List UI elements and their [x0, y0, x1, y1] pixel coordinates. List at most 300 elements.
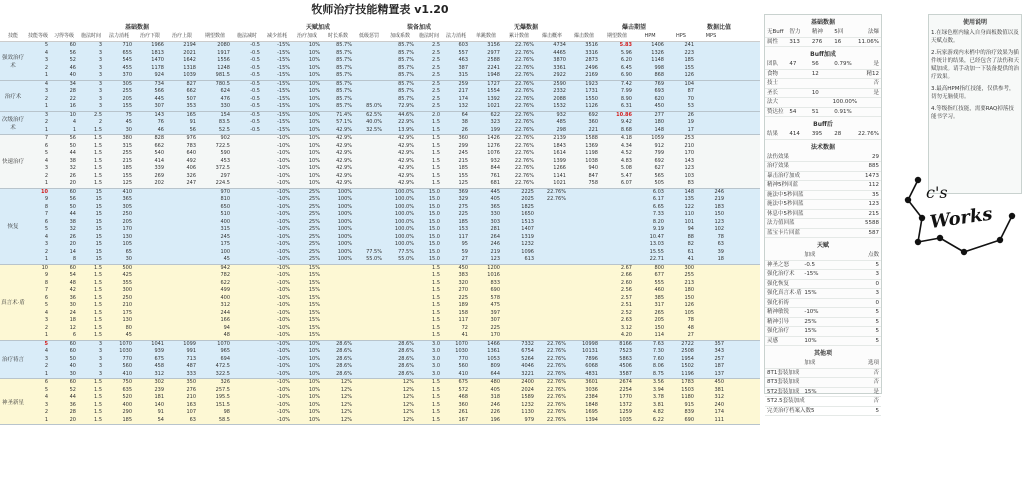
table-cell[interactable] [354, 143, 384, 151]
table-cell[interactable] [134, 234, 166, 242]
table-cell[interactable] [600, 204, 634, 212]
table-cell[interactable] [232, 295, 262, 303]
table-cell[interactable]: 2.5 [432, 103, 440, 109]
table-cell[interactable]: 20 [69, 416, 76, 423]
table-cell[interactable]: 692 [654, 157, 664, 164]
table-cell[interactable]: 387 [458, 64, 468, 71]
table-cell[interactable] [354, 96, 384, 104]
talent-row-cell[interactable]: 15% [804, 328, 817, 334]
table-cell[interactable]: 912 [654, 142, 664, 149]
table-cell[interactable]: 1426 [487, 135, 500, 141]
table-cell[interactable]: 210 [684, 142, 694, 149]
table-cell[interactable]: 150 [684, 294, 694, 301]
table-cell[interactable]: 2588 [487, 57, 500, 63]
table-cell[interactable]: 644 [490, 370, 500, 377]
table-cell[interactable] [568, 302, 600, 310]
table-cell[interactable] [536, 317, 568, 325]
table-cell[interactable]: 1 [44, 332, 48, 338]
table-cell[interactable]: 185 [122, 416, 132, 423]
table-cell[interactable]: 1041 [151, 340, 164, 347]
table-cell[interactable]: 7.60 [652, 355, 664, 362]
table-cell[interactable] [166, 325, 198, 333]
table-cell[interactable] [134, 241, 166, 249]
table-cell[interactable]: 15% [308, 287, 320, 293]
table-cell[interactable]: -10% [277, 142, 290, 149]
table-cell[interactable]: 312 [154, 370, 164, 377]
table-cell[interactable]: 1248 [217, 64, 230, 71]
table-cell[interactable]: 225 [458, 294, 468, 301]
table-cell[interactable]: 770 [122, 355, 132, 362]
table-cell[interactable]: 1.5 [432, 150, 440, 156]
table-cell[interactable]: 1.5 [94, 386, 102, 393]
table-cell[interactable] [232, 256, 262, 264]
table-cell[interactable]: 1.5 [432, 264, 440, 271]
table-cell[interactable]: 6.17 [652, 196, 664, 202]
talent-row-cell[interactable]: -10% [804, 309, 819, 315]
table-cell[interactable]: 1394 [585, 416, 598, 423]
table-cell[interactable]: 183 [714, 203, 724, 210]
table-cell[interactable]: 693 [654, 88, 664, 94]
table-cell[interactable]: 22.9% [398, 119, 414, 125]
table-cell[interactable]: 7.42 [620, 80, 632, 87]
table-cell[interactable]: -10% [277, 226, 290, 232]
table-cell[interactable]: 662 [154, 142, 164, 149]
table-cell[interactable]: 38 [69, 157, 76, 164]
table-cell[interactable]: 360 [588, 119, 598, 125]
table-cell[interactable] [166, 241, 198, 249]
table-cell[interactable] [354, 280, 384, 288]
table-cell[interactable] [384, 302, 416, 310]
table-cell[interactable] [384, 325, 416, 333]
table-cell[interactable]: 10% [308, 80, 320, 87]
table-cell[interactable]: 734 [154, 80, 164, 87]
table-cell[interactable]: -10% [277, 416, 290, 423]
table-cell[interactable]: 70 [687, 95, 694, 102]
table-cell[interactable] [568, 226, 600, 234]
table-cell[interactable]: 265 [654, 309, 664, 316]
table-cell[interactable]: 85.7% [398, 49, 414, 56]
table-cell[interactable]: 4 [44, 80, 48, 87]
table-cell[interactable]: -10% [277, 394, 290, 400]
table-cell[interactable]: 5 [44, 226, 48, 232]
table-cell[interactable]: -15% [277, 95, 290, 102]
table-cell[interactable]: 10% [308, 150, 320, 156]
table-cell[interactable]: 10% [308, 348, 320, 354]
table-cell[interactable] [536, 295, 568, 303]
table-cell[interactable]: 1232 [521, 401, 534, 408]
table-cell[interactable] [232, 341, 262, 349]
table-cell[interactable]: 20 [69, 180, 76, 186]
table-cell[interactable]: 15.55 [649, 248, 664, 255]
table-cell[interactable]: 991 [186, 348, 196, 354]
table-cell[interactable]: -0.5 [250, 119, 260, 125]
table-cell[interactable]: 85.7% [398, 95, 414, 102]
table-cell[interactable]: 42.9% [336, 165, 352, 171]
table-cell[interactable]: 5 [44, 386, 48, 393]
table-cell[interactable]: 323 [490, 119, 500, 125]
table-cell[interactable]: 22.76% [546, 416, 566, 423]
table-cell[interactable]: 5.96 [620, 49, 632, 56]
table-cell[interactable] [384, 265, 416, 273]
table-cell[interactable]: 26 [69, 172, 76, 179]
table-cell[interactable]: 1731 [585, 88, 598, 94]
table-cell[interactable]: 410 [458, 370, 468, 377]
table-cell[interactable]: -15% [277, 88, 290, 94]
table-cell[interactable]: 22.76% [546, 348, 566, 354]
table-cell[interactable]: 28.6% [336, 363, 352, 369]
table-cell[interactable] [166, 272, 198, 280]
table-cell[interactable]: 1 [44, 103, 48, 109]
table-cell[interactable]: 298 [556, 126, 566, 133]
table-cell[interactable]: 22.76% [514, 88, 534, 94]
buff-row-cell[interactable] [789, 79, 811, 88]
table-cell[interactable] [502, 302, 536, 310]
table-cell[interactable]: 3.78 [652, 394, 664, 400]
table-cell[interactable]: 976 [186, 135, 196, 141]
table-cell[interactable]: 4 [44, 49, 48, 56]
table-cell[interactable]: 1059 [651, 135, 664, 141]
table-cell[interactable]: 15 [95, 233, 102, 240]
table-cell[interactable]: 1917 [217, 49, 230, 56]
table-cell[interactable]: 19 [687, 119, 694, 125]
table-cell[interactable]: 15.0 [428, 256, 440, 262]
table-cell[interactable]: 60 [69, 42, 76, 48]
table-cell[interactable]: 1196 [681, 370, 694, 377]
table-cell[interactable] [354, 341, 384, 349]
table-cell[interactable]: 137 [714, 370, 724, 377]
table-cell[interactable]: 622 [490, 111, 500, 118]
table-cell[interactable]: 3 [98, 363, 102, 369]
table-cell[interactable]: 1.5 [432, 287, 440, 293]
table-cell[interactable]: 472.5 [215, 363, 230, 369]
table-cell[interactable]: 30 [125, 126, 132, 133]
table-cell[interactable]: 10% [308, 394, 320, 400]
table-cell[interactable]: 1099 [183, 340, 196, 347]
table-cell[interactable]: 10.47 [649, 233, 664, 240]
table-cell[interactable]: 143 [154, 111, 164, 118]
table-cell[interactable]: 761 [490, 172, 500, 179]
table-cell[interactable]: 2.63 [620, 317, 632, 323]
table-cell[interactable]: 8.20 [652, 218, 664, 225]
table-cell[interactable]: 56 [69, 196, 76, 202]
table-cell[interactable]: 100 [220, 248, 230, 255]
table-cell[interactable]: 4046 [521, 363, 534, 369]
other-row-cell[interactable]: 5 [811, 407, 815, 414]
table-cell[interactable]: 85.7% [336, 103, 352, 109]
table-cell[interactable] [536, 226, 568, 234]
table-cell[interactable]: 1096 [521, 248, 534, 255]
table-cell[interactable]: 305 [122, 80, 132, 87]
table-cell[interactable]: 12 [69, 324, 76, 331]
table-cell[interactable]: 25% [308, 233, 320, 240]
table-cell[interactable]: 85.7% [336, 49, 352, 56]
table-cell[interactable]: 1.5 [94, 150, 102, 156]
table-cell[interactable]: 317 [654, 302, 664, 308]
buff-row-cell[interactable] [834, 70, 856, 79]
table-cell[interactable]: 15 [95, 196, 102, 202]
table-cell[interactable] [134, 265, 166, 273]
table-cell[interactable]: 56 [69, 49, 76, 56]
table-cell[interactable]: -10% [277, 188, 290, 195]
table-cell[interactable] [568, 310, 600, 318]
table-cell[interactable]: 750 [122, 379, 132, 385]
table-cell[interactable]: 6.31 [620, 103, 632, 109]
table-cell[interactable] [354, 165, 384, 173]
table-cell[interactable]: 7.99 [620, 88, 632, 94]
table-cell[interactable] [354, 88, 384, 96]
table-cell[interactable] [166, 204, 198, 212]
table-cell[interactable]: 4506 [619, 363, 632, 369]
table-cell[interactable]: 1.5 [94, 317, 102, 323]
table-cell[interactable] [354, 371, 384, 379]
table-cell[interactable]: 10.86 [616, 111, 632, 118]
buff-row-cell[interactable] [812, 79, 834, 88]
table-cell[interactable]: 22.76% [546, 370, 566, 377]
table-cell[interactable]: -10% [277, 248, 290, 255]
table-cell[interactable]: 710 [122, 42, 132, 48]
table-cell[interactable]: 2225 [521, 188, 534, 195]
buff-row-cell[interactable] [789, 98, 811, 107]
table-cell[interactable]: -10% [277, 348, 290, 354]
table-cell[interactable] [134, 219, 166, 227]
table-cell[interactable]: 180 [654, 119, 664, 125]
table-cell[interactable]: 153 [458, 226, 468, 232]
table-cell[interactable] [166, 310, 198, 318]
table-cell[interactable]: 5.08 [620, 165, 632, 171]
table-cell[interactable]: 2.5 [432, 64, 440, 71]
buff-row-cell[interactable]: 10 [811, 89, 819, 96]
table-cell[interactable]: 165 [186, 111, 196, 118]
table-cell[interactable]: 65 [125, 248, 132, 255]
table-cell[interactable]: 22.76% [514, 119, 534, 125]
table-cell[interactable]: 150 [654, 324, 664, 331]
table-cell[interactable]: 10% [308, 165, 320, 171]
table-cell[interactable]: 2384 [585, 394, 598, 400]
buff-row-cell[interactable]: 0.79% [834, 61, 852, 67]
table-cell[interactable]: 60 [69, 264, 76, 271]
table-cell[interactable]: 10% [308, 409, 320, 415]
table-cell[interactable]: 2.5 [432, 57, 440, 63]
table-cell[interactable]: 1.5 [94, 302, 102, 308]
table-cell[interactable]: -10% [277, 279, 290, 286]
table-cell[interactable] [536, 211, 568, 219]
table-cell[interactable] [568, 204, 600, 212]
table-cell[interactable]: 181 [154, 394, 164, 400]
table-cell[interactable]: 154 [220, 111, 230, 118]
table-cell[interactable] [354, 50, 384, 58]
table-cell[interactable]: 42.9% [336, 150, 352, 156]
table-cell[interactable]: 25% [308, 188, 320, 195]
table-cell[interactable] [354, 332, 384, 340]
talent-row-cell[interactable]: 3 [875, 271, 879, 277]
table-cell[interactable]: 343 [714, 348, 724, 354]
table-cell[interactable]: 2977 [487, 49, 500, 56]
table-cell[interactable]: 12% [402, 379, 414, 385]
table-cell[interactable] [568, 295, 600, 303]
table-cell[interactable] [354, 287, 384, 295]
table-cell[interactable]: 5264 [521, 355, 534, 362]
table-cell[interactable]: 383 [458, 272, 468, 278]
table-cell[interactable]: -0.5 [250, 49, 260, 56]
table-cell[interactable]: 170 [122, 226, 132, 232]
table-cell[interactable]: -10% [277, 340, 290, 347]
table-cell[interactable]: 9 [44, 196, 48, 202]
table-cell[interactable]: -0.5 [250, 72, 260, 78]
table-cell[interactable]: 1 [44, 416, 48, 423]
table-cell[interactable]: 365 [490, 203, 500, 210]
table-cell[interactable]: 1.5 [94, 180, 102, 186]
table-cell[interactable] [354, 219, 384, 227]
table-cell[interactable] [232, 249, 262, 257]
table-cell[interactable] [600, 196, 634, 204]
table-cell[interactable]: 3 [44, 355, 48, 362]
table-cell[interactable]: 1.5 [432, 409, 440, 415]
talent-row-cell[interactable]: 0 [875, 280, 879, 287]
table-cell[interactable] [568, 189, 600, 197]
table-cell[interactable]: 85.7% [336, 80, 352, 87]
table-cell[interactable]: 12% [340, 386, 352, 393]
table-cell[interactable]: 22.76% [546, 355, 566, 362]
buff-row-cell[interactable] [834, 89, 856, 98]
table-cell[interactable]: 307 [154, 103, 164, 109]
table-cell[interactable] [232, 280, 262, 288]
table-cell[interactable]: 155 [684, 64, 694, 71]
table-cell[interactable]: 1.5 [94, 309, 102, 316]
table-cell[interactable] [502, 310, 536, 318]
table-cell[interactable]: -0.5 [250, 88, 260, 94]
table-cell[interactable] [568, 196, 600, 204]
table-cell[interactable]: 30 [125, 256, 132, 262]
table-cell[interactable]: -15% [277, 49, 290, 56]
table-cell[interactable] [232, 226, 262, 234]
table-cell[interactable]: 1843 [553, 142, 566, 149]
table-cell[interactable]: 10% [308, 135, 320, 141]
table-cell[interactable]: 246 [714, 188, 724, 195]
table-cell[interactable]: 847 [588, 172, 598, 179]
table-cell[interactable]: 100.0% [394, 188, 414, 195]
table-cell[interactable]: 4 [44, 394, 48, 400]
table-cell[interactable]: 302 [154, 379, 164, 385]
table-cell[interactable]: 1923 [585, 80, 598, 87]
table-cell[interactable] [568, 280, 600, 288]
table-cell[interactable]: 400 [220, 294, 230, 301]
table-cell[interactable]: 48 [69, 279, 76, 286]
table-cell[interactable]: 240 [714, 401, 724, 408]
table-cell[interactable]: 77.5% [398, 248, 414, 255]
table-cell[interactable]: 782 [220, 272, 230, 278]
table-cell[interactable] [134, 317, 166, 325]
table-cell[interactable] [166, 287, 198, 295]
table-cell[interactable]: 1 [44, 72, 48, 78]
table-cell[interactable]: 3.0 [432, 348, 440, 354]
table-cell[interactable]: 8 [72, 256, 76, 262]
table-cell[interactable]: 339 [154, 165, 164, 171]
table-cell[interactable]: 100.0% [394, 196, 414, 202]
table-cell[interactable]: 22.76% [514, 165, 534, 171]
table-cell[interactable]: 105 [684, 309, 694, 316]
table-cell[interactable]: 1.5 [94, 279, 102, 286]
table-cell[interactable]: 261 [458, 409, 468, 415]
table-cell[interactable]: 85.0% [366, 103, 382, 109]
table-cell[interactable]: 22.76% [546, 363, 566, 369]
base-values-row-cell[interactable]: 313 [789, 38, 800, 45]
table-cell[interactable]: 1.5 [94, 294, 102, 301]
table-cell[interactable]: 2590 [553, 80, 566, 87]
table-cell[interactable]: 25% [308, 196, 320, 202]
table-cell[interactable]: 326 [186, 172, 196, 179]
table-cell[interactable]: 2.0 [432, 111, 440, 118]
table-cell[interactable]: 545 [122, 57, 132, 63]
table-cell[interactable]: 22.76% [514, 57, 534, 63]
table-cell[interactable]: 640 [186, 150, 196, 156]
table-cell[interactable]: 510 [220, 211, 230, 217]
table-cell[interactable]: 61 [687, 248, 694, 255]
table-cell[interactable]: 627 [654, 165, 664, 171]
table-cell[interactable]: -0.5 [250, 80, 260, 87]
table-cell[interactable]: 1318 [183, 64, 196, 71]
table-cell[interactable]: 221 [588, 126, 598, 133]
table-cell[interactable]: 1.5 [94, 157, 102, 164]
table-cell[interactable] [354, 379, 384, 387]
table-cell[interactable]: 22 [69, 95, 76, 102]
talent-row-cell[interactable]: 5 [875, 337, 879, 344]
table-cell[interactable]: 1016 [487, 272, 500, 278]
table-cell[interactable]: 3 [98, 88, 102, 94]
table-cell[interactable] [354, 295, 384, 303]
table-cell[interactable] [354, 317, 384, 325]
table-cell[interactable]: 1276 [487, 142, 500, 149]
table-cell[interactable]: 16 [69, 103, 76, 109]
table-cell[interactable]: 1770 [619, 394, 632, 400]
table-cell[interactable]: 405 [490, 386, 500, 393]
table-cell[interactable]: 1.5 [432, 379, 440, 385]
table-cell[interactable]: 163 [186, 401, 196, 408]
table-cell[interactable]: 167 [458, 416, 468, 423]
table-cell[interactable]: 780.5 [215, 80, 230, 87]
table-cell[interactable] [134, 295, 166, 303]
table-cell[interactable]: 15 [95, 188, 102, 195]
table-cell[interactable]: 94 [687, 226, 694, 232]
table-cell[interactable]: 269 [154, 172, 164, 179]
table-cell[interactable]: 100% [337, 226, 352, 232]
table-cell[interactable] [166, 219, 198, 227]
table-cell[interactable]: 85.7% [336, 42, 352, 48]
table-cell[interactable]: 1070 [217, 340, 230, 347]
table-cell[interactable] [354, 356, 384, 364]
table-cell[interactable]: 2169 [585, 72, 598, 78]
table-cell[interactable]: 675 [458, 379, 468, 385]
table-cell[interactable]: 22.76% [514, 142, 534, 149]
table-cell[interactable] [354, 234, 384, 242]
table-cell[interactable]: 10% [308, 72, 320, 78]
table-cell[interactable]: 2 [44, 172, 48, 179]
table-cell[interactable]: 75 [125, 111, 132, 118]
table-cell[interactable]: 2.5 [432, 88, 440, 94]
table-cell[interactable]: 868 [654, 72, 664, 78]
table-cell[interactable]: 4 [44, 157, 48, 164]
table-cell[interactable]: 1180 [681, 394, 694, 400]
table-cell[interactable]: 22.76% [514, 172, 534, 179]
table-cell[interactable] [502, 332, 536, 340]
table-cell[interactable]: 225 [490, 324, 500, 331]
table-cell[interactable]: 300 [122, 287, 132, 293]
table-cell[interactable]: 82 [687, 241, 694, 247]
table-cell[interactable]: 174 [714, 409, 724, 415]
table-cell[interactable]: 1 [44, 256, 48, 262]
table-cell[interactable]: 25% [308, 248, 320, 255]
table-cell[interactable] [502, 295, 536, 303]
table-cell[interactable]: 151.5 [215, 401, 230, 408]
